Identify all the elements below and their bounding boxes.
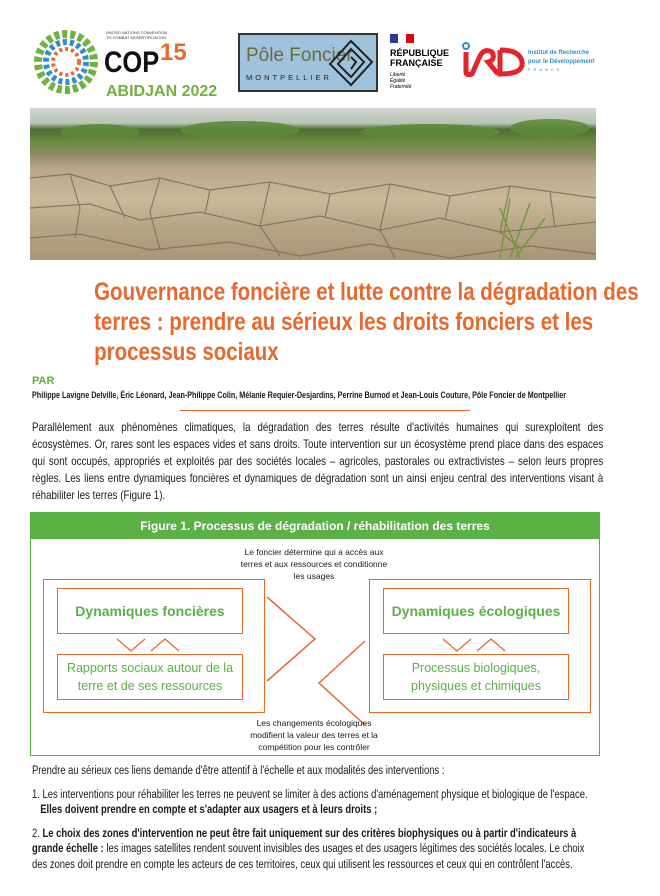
leaf-ring-icon (38, 34, 94, 90)
pole-foncier-logo: Pôle Foncier MONTPELLIER (238, 33, 378, 92)
svg-text:Égalité: Égalité (390, 78, 406, 84)
svg-text:UNITED NATIONS CONVENTION: UNITED NATIONS CONVENTION (106, 30, 168, 35)
chevron-up-icon (151, 639, 179, 651)
svg-text:TO COMBAT DESERTIFICATION: TO COMBAT DESERTIFICATION (106, 35, 167, 40)
divider (180, 410, 470, 411)
cracked-earth-photo (30, 108, 596, 260)
svg-text:15: 15 (160, 39, 187, 66)
lead-paragraph: Prendre au sérieux ces liens demande d'être attentif à l'échelle et aux modalités des interventions : (32, 765, 445, 777)
figure-title: Figure 1. Processus de dégradation / réhabilitation des terres (31, 513, 599, 539)
lower-text (32, 764, 598, 881)
cop15-logo (30, 22, 218, 100)
list-item-1: 1. Les interventions pour réhabiliter les terres ne peuvent se limiter à des actions d'aménagement physique et biologique de l'espace. Elles doivent prendre en compte et s'adapter aux usagers et à leurs droits ; (32, 788, 588, 816)
svg-text:FRANCE: FRANCE (528, 67, 563, 72)
bottom-caption: Les changements écologiques modifient la valeur des terres et la compétition pour les contrôler (250, 718, 378, 752)
svg-text:COP: COP (104, 45, 160, 79)
chevron-left-icon (319, 641, 365, 725)
svg-text:Liberté: Liberté (390, 72, 406, 78)
maze-icon (328, 39, 374, 89)
ird-logo (462, 42, 602, 78)
box-dynamiques-foncieres: Dynamiques foncières (57, 588, 243, 634)
chevron-down-icon (117, 639, 145, 651)
chevron-right-icon (267, 597, 315, 681)
svg-text:Institut de Recherche: Institut de Recherche (528, 50, 590, 56)
byline-label: PAR (32, 375, 55, 387)
chevron-up-icon (477, 639, 505, 651)
figure-1 (30, 512, 600, 756)
svg-text:FRANÇAISE: FRANÇAISE (390, 58, 443, 68)
intro-paragraph: Parallèlement aux phénomènes climatiques, la dégradation des terres résulte d'activités humaines qui surexploitent des écosystèmes. Or, rares sont les espaces vides et sans droits. Toute intervention sur un écosystème prend place dans des espaces qui sont occupés, appropriés et exploités par des sociétés locales – agricoles, pastorales ou extractivistes – selon leurs propres règles. Les liens entre dynamiques foncières et dynamiques de dégradation sont un ainsi enjeu central des interventions visant à réhabiliter les terres (Figure 1). (32, 421, 604, 502)
svg-text:ABIDJAN 2022: ABIDJAN 2022 (106, 83, 218, 100)
svg-text:Fraternité: Fraternité (390, 84, 412, 90)
top-caption: Le foncier détermine qui a accès aux terres et aux ressources et conditionne les usages (240, 547, 388, 581)
box-processus-biologiques: Processus biologiques, physiques et chimiques (383, 654, 569, 700)
box-dynamiques-ecologiques: Dynamiques écologiques (383, 588, 569, 634)
article-title: Gouvernance foncière et lutte contre la dégradation des terres : prendre au sérieux les droits fonciers et les processus sociaux (94, 278, 639, 366)
box-rapports-sociaux: Rapports sociaux autour de la terre et de ses ressources (57, 654, 243, 700)
authors: Philippe Lavigne Delville, Éric Léonard, Jean-Philippe Colin, Mélanie Requier-Desjardins, Perrine Burnod et Jean-Louis Couture, Pôle Foncier de Montpellier (32, 390, 567, 400)
svg-text:RÉPUBLIQUE: RÉPUBLIQUE (390, 48, 450, 58)
republique-francaise-logo (390, 34, 460, 94)
list-item-2: 2. Le choix des zones d'intervention ne peut être fait uniquement sur des critères biophysiques ou à partir d'indicateurs à grande échelle : les images satellites rendent souvent invisibles des usages et des usagers légitimes des sociétés locales. Le choix des zones doit prendre en compte les acteurs de ces territoires, ceux qui utilisent les ressources et ceux qui en contrôlent l'accès. (32, 827, 585, 871)
svg-text:pour le Développement: pour le Développement (528, 59, 595, 65)
chevron-down-icon (443, 639, 471, 651)
